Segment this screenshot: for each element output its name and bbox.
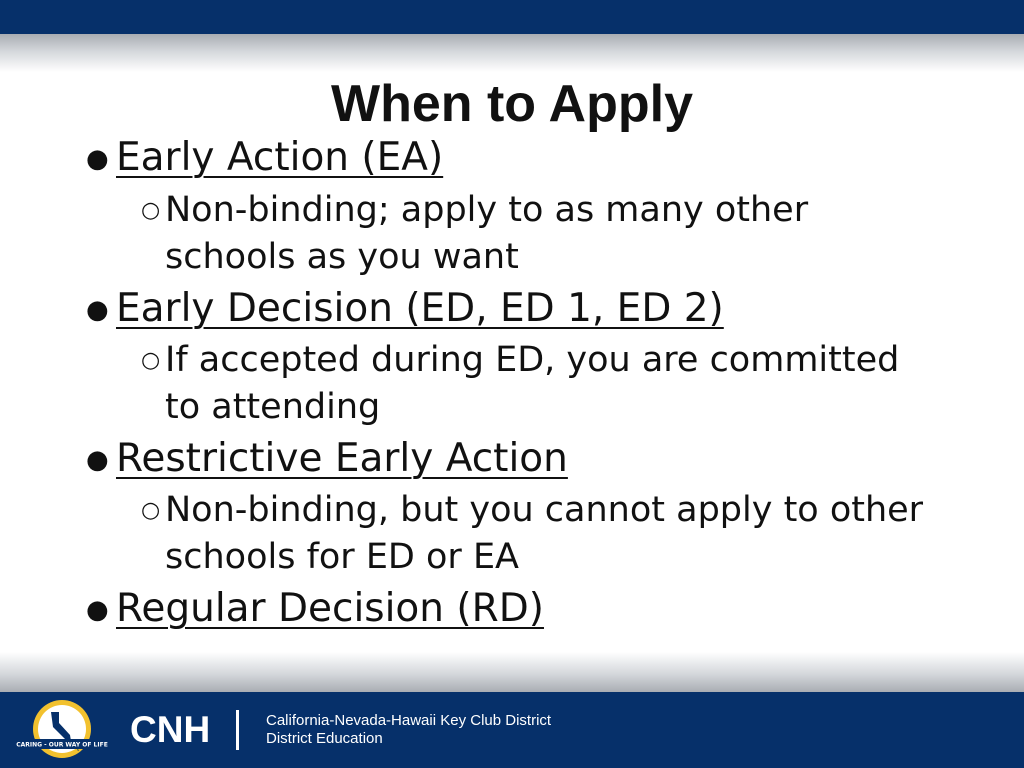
sub-bullet-text: Non-binding, but you cannot apply to other schools for ED or EA <box>165 490 924 577</box>
bullet-dot-icon: ● <box>86 295 109 325</box>
bullet-dot-icon: ● <box>86 445 109 475</box>
slide-title: When to Apply <box>330 75 694 133</box>
brand-name: CNH <box>130 709 211 750</box>
sub-bullet-item <box>141 487 931 581</box>
bullet-dot-icon: ● <box>86 144 109 174</box>
sub-bullet-text: Non-binding; apply to as many other schools as you want <box>165 190 809 277</box>
sub-bullet-item <box>141 187 931 281</box>
sub-bullet-text: If accepted during ED, you are committed to attending <box>165 340 900 427</box>
sub-bullet-item <box>141 337 931 431</box>
footer-divider <box>236 710 239 750</box>
bullet-link-early-decision[interactable]: Early Decision (ED, ED 1, ED 2) <box>116 286 724 331</box>
bottom-gradient-band <box>0 652 1024 692</box>
bullet-link-regular-decision[interactable]: Regular Decision (RD) <box>116 586 544 631</box>
footer-department: District Education <box>266 730 383 747</box>
key-club-logo-icon <box>16 699 108 761</box>
footer-bar <box>0 692 1024 768</box>
bullet-item <box>86 284 724 335</box>
bullet-link-restrictive-early-action[interactable]: Restrictive Early Action <box>116 436 568 481</box>
sub-bullet-circle-icon: ○ <box>141 198 161 223</box>
sub-bullet-circle-icon: ○ <box>141 348 161 373</box>
sub-bullet-circle-icon: ○ <box>141 498 161 523</box>
bullet-item <box>86 584 544 635</box>
bullet-item <box>86 434 568 485</box>
bullet-dot-icon: ● <box>86 595 109 625</box>
bullet-item <box>86 133 443 184</box>
footer-org-name: California-Nevada-Hawaii Key Club District <box>266 712 552 729</box>
logo-text: CARING - OUR WAY OF LIFE <box>16 741 108 749</box>
bullet-link-early-action[interactable]: Early Action (EA) <box>116 135 444 180</box>
